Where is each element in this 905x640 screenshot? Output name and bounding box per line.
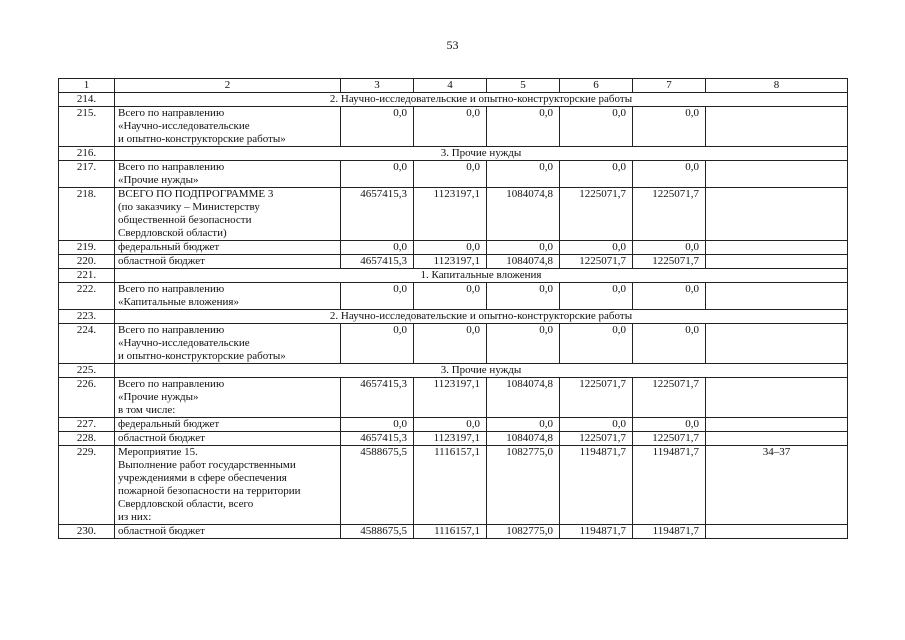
row-name: Всего по направлению «Прочие нужды» в том числе: (115, 378, 341, 418)
value-cell: 0,0 (487, 418, 560, 432)
column-header: 4 (414, 79, 487, 93)
value-cell: 4588675,5 (341, 525, 414, 539)
row-number: 224. (59, 324, 115, 364)
row-number: 219. (59, 241, 115, 255)
row-number: 216. (59, 147, 115, 161)
value-cell: 0,0 (560, 241, 633, 255)
row-name: Всего по направлению «Капитальные вложения» (115, 283, 341, 310)
section-title: 2. Научно-исследовательские и опытно-конструкторские работы (115, 310, 848, 324)
target-ref-cell (706, 241, 848, 255)
value-cell: 0,0 (560, 283, 633, 310)
row-number: 226. (59, 378, 115, 418)
value-cell: 1194871,7 (560, 446, 633, 525)
value-cell: 1225071,7 (633, 188, 706, 241)
value-cell: 1084074,8 (487, 432, 560, 446)
row-name: федеральный бюджет (115, 241, 341, 255)
value-cell: 0,0 (487, 283, 560, 310)
value-cell: 1084074,8 (487, 378, 560, 418)
page-number: 53 (446, 38, 459, 52)
value-cell: 0,0 (633, 283, 706, 310)
value-cell: 0,0 (341, 107, 414, 147)
column-header: 8 (706, 79, 848, 93)
value-cell: 0,0 (487, 241, 560, 255)
value-cell: 1225071,7 (633, 378, 706, 418)
column-header: 3 (341, 79, 414, 93)
value-cell: 1225071,7 (633, 255, 706, 269)
value-cell: 0,0 (487, 324, 560, 364)
row-number: 214. (59, 93, 115, 107)
row-name: Всего по направлению «Научно-исследовательские и опытно-конструкторские работы» (115, 324, 341, 364)
table-row (59, 378, 848, 418)
row-number: 215. (59, 107, 115, 147)
value-cell: 0,0 (633, 241, 706, 255)
section-row (59, 310, 848, 324)
value-cell: 0,0 (560, 107, 633, 147)
value-cell: 1225071,7 (560, 378, 633, 418)
value-cell: 0,0 (341, 241, 414, 255)
target-ref-cell (706, 188, 848, 241)
table-row (59, 107, 848, 147)
value-cell: 4657415,3 (341, 188, 414, 241)
target-ref-cell (706, 283, 848, 310)
section-title: 2. Научно-исследовательские и опытно-конструкторские работы (115, 93, 848, 107)
row-name: областной бюджет (115, 255, 341, 269)
row-number: 229. (59, 446, 115, 525)
value-cell: 1116157,1 (414, 525, 487, 539)
value-cell: 4657415,3 (341, 432, 414, 446)
row-name: федеральный бюджет (115, 418, 341, 432)
column-header: 6 (560, 79, 633, 93)
table-row (59, 525, 848, 539)
value-cell: 0,0 (414, 241, 487, 255)
column-header: 1 (59, 79, 115, 93)
value-cell: 1225071,7 (633, 432, 706, 446)
value-cell: 1084074,8 (487, 188, 560, 241)
section-title: 3. Прочие нужды (115, 147, 848, 161)
row-number: 225. (59, 364, 115, 378)
value-cell: 1082775,0 (487, 525, 560, 539)
section-title: 3. Прочие нужды (115, 364, 848, 378)
column-header-row (59, 79, 848, 93)
row-number: 230. (59, 525, 115, 539)
value-cell: 1194871,7 (633, 446, 706, 525)
value-cell: 1225071,7 (560, 255, 633, 269)
target-ref-cell (706, 255, 848, 269)
target-ref-cell (706, 378, 848, 418)
target-ref-cell (706, 161, 848, 188)
value-cell: 1123197,1 (414, 188, 487, 241)
value-cell: 0,0 (341, 283, 414, 310)
table-row (59, 432, 848, 446)
value-cell: 0,0 (341, 161, 414, 188)
table-row (59, 188, 848, 241)
target-ref-cell (706, 525, 848, 539)
table-row (59, 418, 848, 432)
table-row (59, 324, 848, 364)
value-cell: 0,0 (560, 161, 633, 188)
value-cell: 0,0 (341, 324, 414, 364)
value-cell: 0,0 (633, 324, 706, 364)
value-cell: 1225071,7 (560, 188, 633, 241)
budget-table (58, 78, 848, 539)
table-row (59, 161, 848, 188)
value-cell: 0,0 (560, 324, 633, 364)
row-number: 218. (59, 188, 115, 241)
table-row (59, 446, 848, 525)
value-cell: 0,0 (633, 107, 706, 147)
row-name: областной бюджет (115, 432, 341, 446)
value-cell: 1194871,7 (633, 525, 706, 539)
target-ref-cell (706, 107, 848, 147)
table-row (59, 283, 848, 310)
value-cell: 0,0 (414, 161, 487, 188)
value-cell: 4588675,5 (341, 446, 414, 525)
value-cell: 4657415,3 (341, 255, 414, 269)
row-number: 220. (59, 255, 115, 269)
table-row (59, 255, 848, 269)
column-header: 5 (487, 79, 560, 93)
value-cell: 0,0 (633, 418, 706, 432)
table-row (59, 241, 848, 255)
value-cell: 0,0 (487, 161, 560, 188)
value-cell: 1123197,1 (414, 255, 487, 269)
target-ref-cell: 34–37 (706, 446, 848, 525)
row-number: 228. (59, 432, 115, 446)
row-number: 222. (59, 283, 115, 310)
row-name: Всего по направлению «Прочие нужды» (115, 161, 341, 188)
value-cell: 1082775,0 (487, 446, 560, 525)
section-row (59, 93, 848, 107)
value-cell: 1084074,8 (487, 255, 560, 269)
row-number: 223. (59, 310, 115, 324)
row-number: 221. (59, 269, 115, 283)
target-ref-cell (706, 432, 848, 446)
value-cell: 0,0 (414, 324, 487, 364)
value-cell: 0,0 (341, 418, 414, 432)
column-header: 7 (633, 79, 706, 93)
target-ref-cell (706, 418, 848, 432)
value-cell: 0,0 (487, 107, 560, 147)
value-cell: 1123197,1 (414, 432, 487, 446)
value-cell: 0,0 (560, 418, 633, 432)
section-row (59, 147, 848, 161)
value-cell: 1123197,1 (414, 378, 487, 418)
value-cell: 1225071,7 (560, 432, 633, 446)
column-header: 2 (115, 79, 341, 93)
row-number: 217. (59, 161, 115, 188)
value-cell: 1116157,1 (414, 446, 487, 525)
section-row (59, 269, 848, 283)
row-name: областной бюджет (115, 525, 341, 539)
section-row (59, 364, 848, 378)
value-cell: 4657415,3 (341, 378, 414, 418)
value-cell: 0,0 (633, 161, 706, 188)
row-name: Всего по направлению «Научно-исследовательские и опытно-конструкторские работы» (115, 107, 341, 147)
section-title: 1. Капитальные вложения (115, 269, 848, 283)
row-name: Мероприятие 15. Выполнение работ государственными учреждениями в сфере обеспечения пожарной безопасности на территории Свердловской области, всего из них: (115, 446, 341, 525)
target-ref-cell (706, 324, 848, 364)
value-cell: 0,0 (414, 418, 487, 432)
value-cell: 0,0 (414, 107, 487, 147)
value-cell: 0,0 (414, 283, 487, 310)
row-name: ВСЕГО ПО ПОДПРОГРАММЕ 3 (по заказчику – Министерству общественной безопасности Свердловской области) (115, 188, 341, 241)
row-number: 227. (59, 418, 115, 432)
value-cell: 1194871,7 (560, 525, 633, 539)
